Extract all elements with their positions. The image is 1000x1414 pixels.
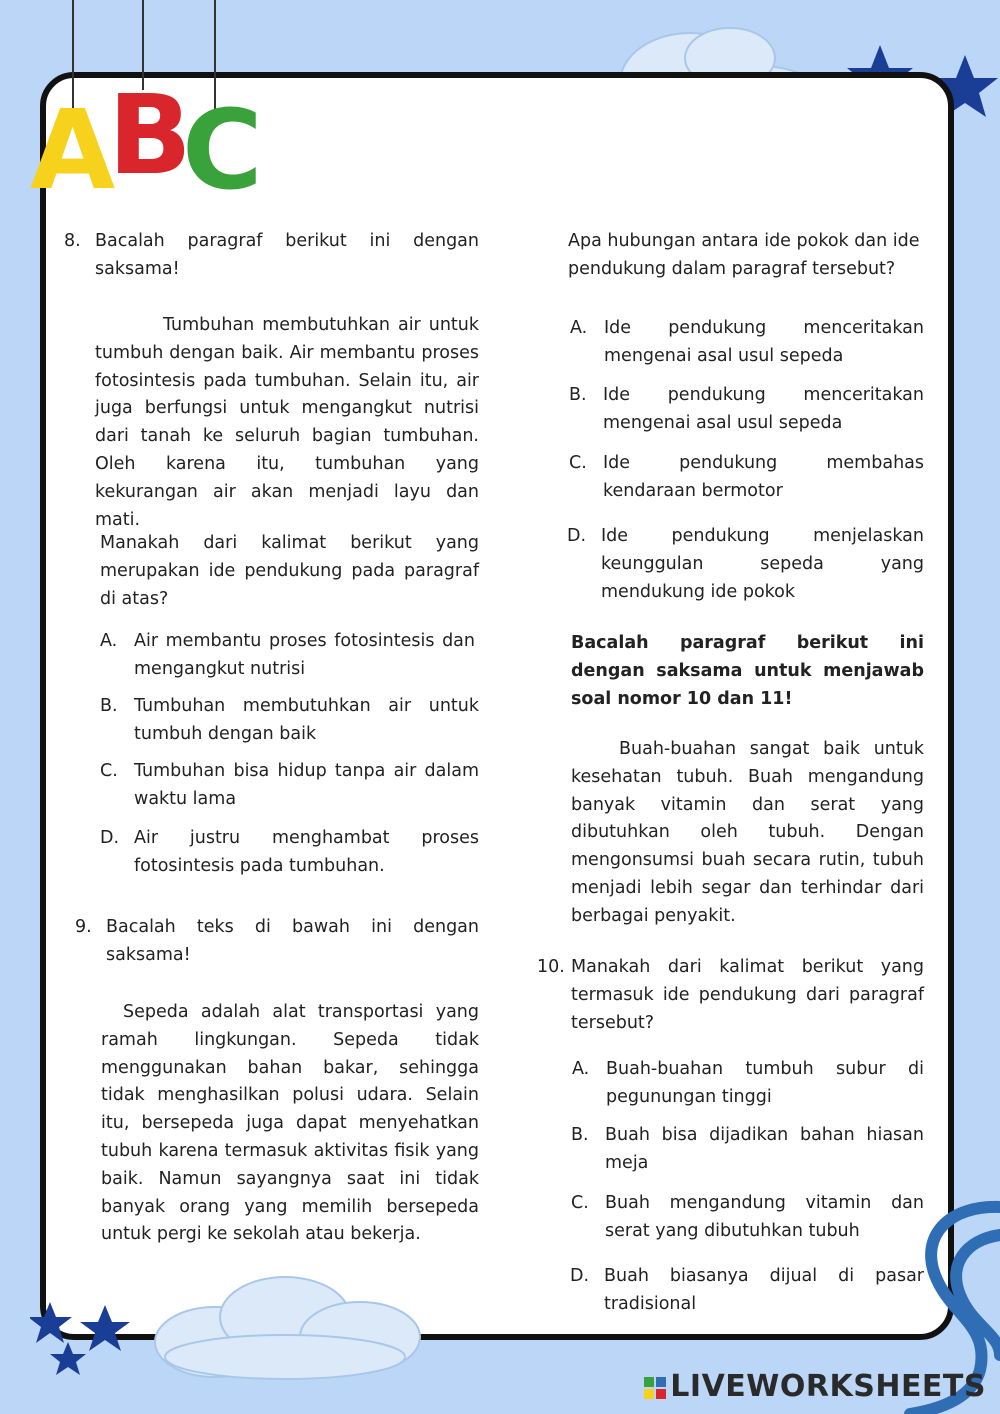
- question-8-option-a[interactable]: [100, 628, 475, 684]
- question-10-option-a[interactable]: [572, 1056, 924, 1112]
- shared-paragraph: Buah-buahan sangat baik untuk kesehatan tubuh. Buah mengandung banyak vitamin dan serat yang dibutuhkan oleh tubuh. Dengan mengonsumsi buah secara rutin, tubuh menjadi lebih segar dan terhindar dari berbagai penyakit.: [571, 739, 924, 926]
- option-text: Air membantu proses fotosintesis dan mengangkut nutrisi: [134, 631, 475, 679]
- option-letter: A.: [572, 1059, 590, 1079]
- option-text: Buah biasanya dijual di pasar tradisional: [604, 1266, 924, 1314]
- question-9-intro-line2: saksama!: [106, 945, 191, 965]
- option-letter: D.: [570, 1266, 590, 1286]
- question-8-option-b[interactable]: [100, 693, 479, 749]
- option-letter: D.: [100, 828, 120, 848]
- option-letter: C.: [571, 1193, 589, 1213]
- option-text: Tumbuhan bisa hidup tanpa air dalam waktu lama: [134, 761, 479, 809]
- question-9-intro-line1: Bacalah teks di bawah ini dengan: [106, 917, 479, 937]
- question-8-paragraph: Tumbuhan membutuhkan air untuk tumbuh dengan baik. Air membantu proses fotosintesis pada tumbuhan. Selain itu, air juga berfungsi untuk mengangkut nutrisi dari tanah ke seluruh bagian tumbuhan. Oleh karena itu, tumbuhan yang kekurangan air akan menjadi layu dan mati.: [95, 315, 479, 530]
- option-text: Ide pendukung menceritakan mengenai asal usul sepeda: [603, 385, 924, 433]
- option-letter: C.: [100, 761, 118, 781]
- stars-bottom-left-decoration: [30, 1300, 140, 1375]
- liveworksheets-logo-icon: [644, 1377, 666, 1399]
- question-8-number: 8.: [64, 231, 81, 251]
- option-text: Air justru menghambat proses fotosintesis pada tumbuhan.: [134, 828, 479, 876]
- question-8-option-d[interactable]: [100, 825, 479, 881]
- cloud-bottom-decoration: [145, 1272, 435, 1382]
- question-10-prompt: Manakah dari kalimat berikut yang termasuk ide pendukung dari paragraf tersebut?: [571, 957, 924, 1033]
- letter-a-decoration: A: [30, 86, 116, 214]
- option-text: Tumbuhan membutuhkan air untuk tumbuh dengan baik: [134, 696, 479, 744]
- question-9-prompt: Apa hubungan antara ide pokok dan ide pendukung dalam paragraf tersebut?: [568, 231, 920, 279]
- option-letter: B.: [569, 385, 587, 405]
- option-text: Ide pendukung menjelaskan keunggulan sepeda yang mendukung ide pokok: [601, 526, 924, 602]
- question-8-intro-line2: saksama!: [95, 259, 180, 279]
- option-letter: C.: [569, 453, 587, 473]
- question-8-intro-line1: Bacalah paragraf berikut ini dengan: [95, 231, 479, 251]
- letter-c-decoration: C: [182, 86, 263, 214]
- option-letter: D.: [567, 526, 587, 546]
- option-text: Ide pendukung membahas kendaraan bermotor: [603, 453, 924, 501]
- question-9-option-a[interactable]: [570, 315, 924, 371]
- question-9-option-d[interactable]: [567, 523, 924, 607]
- liveworksheets-watermark: [644, 1369, 986, 1404]
- watermark-text: LIVEWORKSHEETS: [670, 1369, 986, 1404]
- question-10-number: 10.: [537, 957, 565, 977]
- question-9-number: 9.: [75, 917, 92, 937]
- instruction-text: Bacalah paragraf berikut ini dengan saksama untuk menjawab soal nomor 10 dan 11!: [571, 633, 924, 709]
- question-8-prompt: Manakah dari kalimat berikut yang merupakan ide pendukung pada paragraf di atas?: [100, 533, 479, 609]
- question-9-option-c[interactable]: [569, 450, 924, 506]
- option-text: Buah mengandung vitamin dan serat yang dibutuhkan tubuh: [605, 1193, 924, 1241]
- option-letter: B.: [100, 696, 118, 716]
- option-letter: A.: [570, 318, 588, 338]
- option-letter: B.: [571, 1125, 589, 1145]
- question-8-option-c[interactable]: [100, 758, 479, 814]
- option-text: Buah-buahan tumbuh subur di pegunungan tinggi: [606, 1059, 924, 1107]
- question-9-paragraph: Sepeda adalah alat transportasi yang ramah lingkungan. Sepeda tidak menggunakan bahan bakar, sehingga tidak menghasilkan polusi udara. Selain itu, bersepeda juga dapat menyehatkan tubuh karena termasuk aktivitas fisik yang baik. Namun sayangnya saat ini tidak banyak orang yang memilih bersepeda untuk pergi ke sekolah atau bekerja.: [101, 1002, 479, 1245]
- letter-b-decoration: B: [108, 71, 192, 199]
- option-text: Buah bisa dijadikan bahan hiasan meja: [605, 1125, 924, 1173]
- question-9-option-b[interactable]: [569, 382, 924, 438]
- option-letter: A.: [100, 631, 118, 651]
- option-text: Ide pendukung menceritakan mengenai asal usul sepeda: [604, 318, 924, 366]
- question-10-option-b[interactable]: [571, 1122, 924, 1178]
